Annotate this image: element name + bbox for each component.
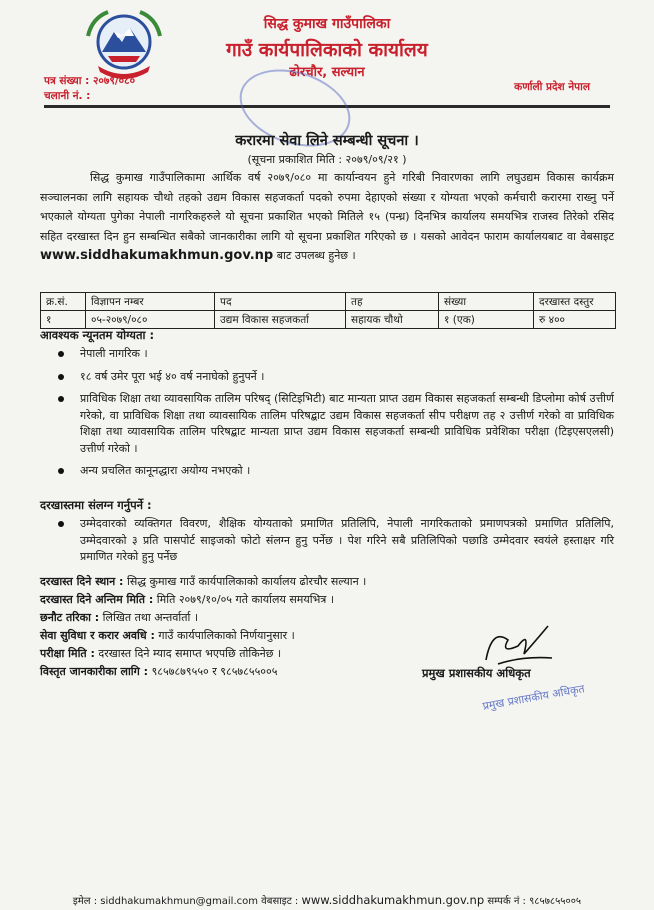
detail-service-terms: सेवा सुविधा र करार अवधि : गाउँ कार्यपालिकाको निर्णयानुसार । (40, 629, 295, 642)
cell-level: सहायक चौथो (346, 311, 439, 329)
detail-application-place: दरखास्त दिने स्थान : सिद्ध कुमाख गाउँ कार्यपालिकाको कार्यालय ढोरचौर सल्यान । (40, 575, 367, 588)
detail-exam-date: परीक्षा मिति : दरखास्त दिने म्याद समाप्त भएपछि तोकिनेछ । (40, 647, 282, 660)
bullet-icon (58, 521, 64, 527)
intro-text-end: बाट उपलब्ध हुनेछ । (276, 249, 356, 262)
publish-date: (सूचना प्रकाशित मिति : २०७९/०९/२१ ) (247, 153, 407, 166)
qualifications-list (52, 346, 614, 486)
table-row (41, 311, 616, 329)
dispatch-number: चलानी नं. : (44, 90, 91, 102)
col-count: संख्या (439, 293, 534, 311)
qualifications-heading: आवश्यक न्यूनतम योग्यता : (40, 328, 155, 342)
cell-ad-number: ०५-२०७९/०८० (86, 311, 215, 329)
reference-number: पत्र संख्या : २०७९/०८० (44, 75, 136, 87)
reference-block (44, 74, 135, 104)
attachments-heading: दरखास्तमा संलग्न गर्नुपर्ने : (40, 498, 152, 512)
footer-phone: सम्पर्क नं : ९८५७८५५००५ (487, 896, 582, 907)
list-item: अन्य प्रचलित कानूनद्धारा अयोग्य नभएको । (52, 463, 614, 480)
cell-fee: रु ४०० (534, 311, 616, 329)
list-item: प्राविधिक शिक्षा तथा व्यावसायिक तालिम परिषद् (सिटिइभिटी) बाट मान्यता प्राप्त उद्यम विकास सहजकर्ता सम्बन्धी डिप्लोमा कोर्ष उत्तीर्ण गरेको, वा प्राविधिक शिक्षा तथा व्यावसायिक तालिम परिषद्बाट उद्यम विकास सहजकर्ता सीप परीक्षण तह २ उत्तीर्ण गरेको वा प्राविधिक शिक्षा तथा व्यावसायिक तालिम परिषद्बाट मान्यता प्राप्त उद्यम विकास सहजकर्ता सम्बन्धी प्राविधिक प्रवेशिका परीक्षा (टिइएसएलसी) उत्तीर्ण गरेको । (52, 391, 614, 457)
office-name: गाउँ कार्यपालिकाको कार्यालय (226, 39, 428, 61)
attachments-list (52, 516, 614, 572)
table-header-row (41, 293, 616, 311)
province-name: कर्णाली प्रदेश नेपाल (514, 81, 590, 93)
col-level: तह (346, 293, 439, 311)
cell-serial: १ (41, 311, 86, 329)
footer-website: www.siddhakumakhmun.gov.np (301, 893, 485, 907)
vacancy-table (40, 292, 616, 329)
col-fee: दरखास्त दस्तुर (534, 293, 616, 311)
municipality-name: सिद्ध कुमाख गाउँपालिका (263, 16, 391, 32)
office-address: ढोरचौर, सल्यान (289, 65, 365, 80)
list-item: १८ वर्ष उमेर पूरा भई ४० वर्ष ननाघेको हुनुपर्ने । (52, 369, 614, 386)
bullet-icon (58, 468, 64, 474)
cell-position: उद्यम विकास सहजकर्ता (215, 311, 346, 329)
intro-text: सिद्ध कुमाख गाउँपालिकामा आर्थिक वर्ष २०७९/०८० मा कार्यान्वयन हुने गरिबी निवारणका लागि लघुउद्यम विकास कार्यक्रम सञ्चालनका लागि सहायक चौथो तहको उद्यम विकास सहजकर्ता पदको रुपमा देहाएको संख्या र योग्यता भएको कर्मचारी करारमा राख्नु पर्ने भएकाले योग्यता पुगेका नेपाली नागरिकहरुले यो सूचना प्रकाशित भएको मितिले १५ (पन्ध्र) दिनभित्र कार्यालय समयभित्र राजस्व तिरेको रसिद सहित दरखास्त दिन हुन सम्बन्धित सबैको जानकारीका लागि यो सूचना प्रकाशित गरिएको छ । यसको आवेदन फाराम कार्यालयबाट वा वेबसाइट (40, 171, 614, 243)
signatory-stamp: प्रमुख प्रशासकीय अधिकृत (481, 682, 586, 713)
col-serial: क्र.सं. (41, 293, 86, 311)
footer (0, 893, 654, 907)
intro-website: www.siddhakumakhmun.gov.np (40, 248, 274, 263)
footer-email: इमेल : siddhakumakhmun@gmail.com (72, 896, 258, 907)
notice-title: करारमा सेवा लिने सम्बन्धी सूचना । (235, 133, 419, 149)
list-item: उम्मेदवारको व्यक्तिगत विवरण, शैक्षिक योग्यताको प्रमाणित प्रतिलिपि, नेपाली नागरिकताको प्रमाणपत्रको प्रमाणित प्रतिलिपि, उम्मेदवारको ३ प्रति पासपोर्ट साइजको फोटो संलग्न हुनु पर्नेछ । पेश गरिने सबै प्रतिलिपिको पछाडि उम्मेदवार स्वयंले हस्ताक्षर गरि प्रमाणित गरेको हुनु पर्नेछ (52, 516, 614, 566)
footer-website-label: वेबसाइट : (261, 896, 299, 907)
signature-icon (478, 620, 558, 670)
bullet-icon (58, 374, 64, 380)
bullet-icon (58, 396, 64, 402)
signatory-title: प्रमुख प्रशासकीय अधिकृत (422, 666, 531, 680)
col-position: पद (215, 293, 346, 311)
bullet-icon (58, 351, 64, 357)
cell-count: १ (एक) (439, 311, 534, 329)
detail-selection-method: छनौट तरिका : लिखित तथा अन्तर्वार्ता । (40, 611, 199, 624)
list-item: नेपाली नागरिक । (52, 346, 614, 363)
notice-intro (40, 168, 614, 266)
col-ad-number: विज्ञापन नम्बर (86, 293, 215, 311)
detail-deadline: दरखास्त दिने अन्तिम मिति : मिति २०७९/१०/०५ गते कार्यालय समयभित्र । (40, 593, 335, 606)
detail-contact: विस्तृत जानकारीका लागि : ९८५७८७९५५० र ९८५७८५५००५ (40, 665, 278, 678)
